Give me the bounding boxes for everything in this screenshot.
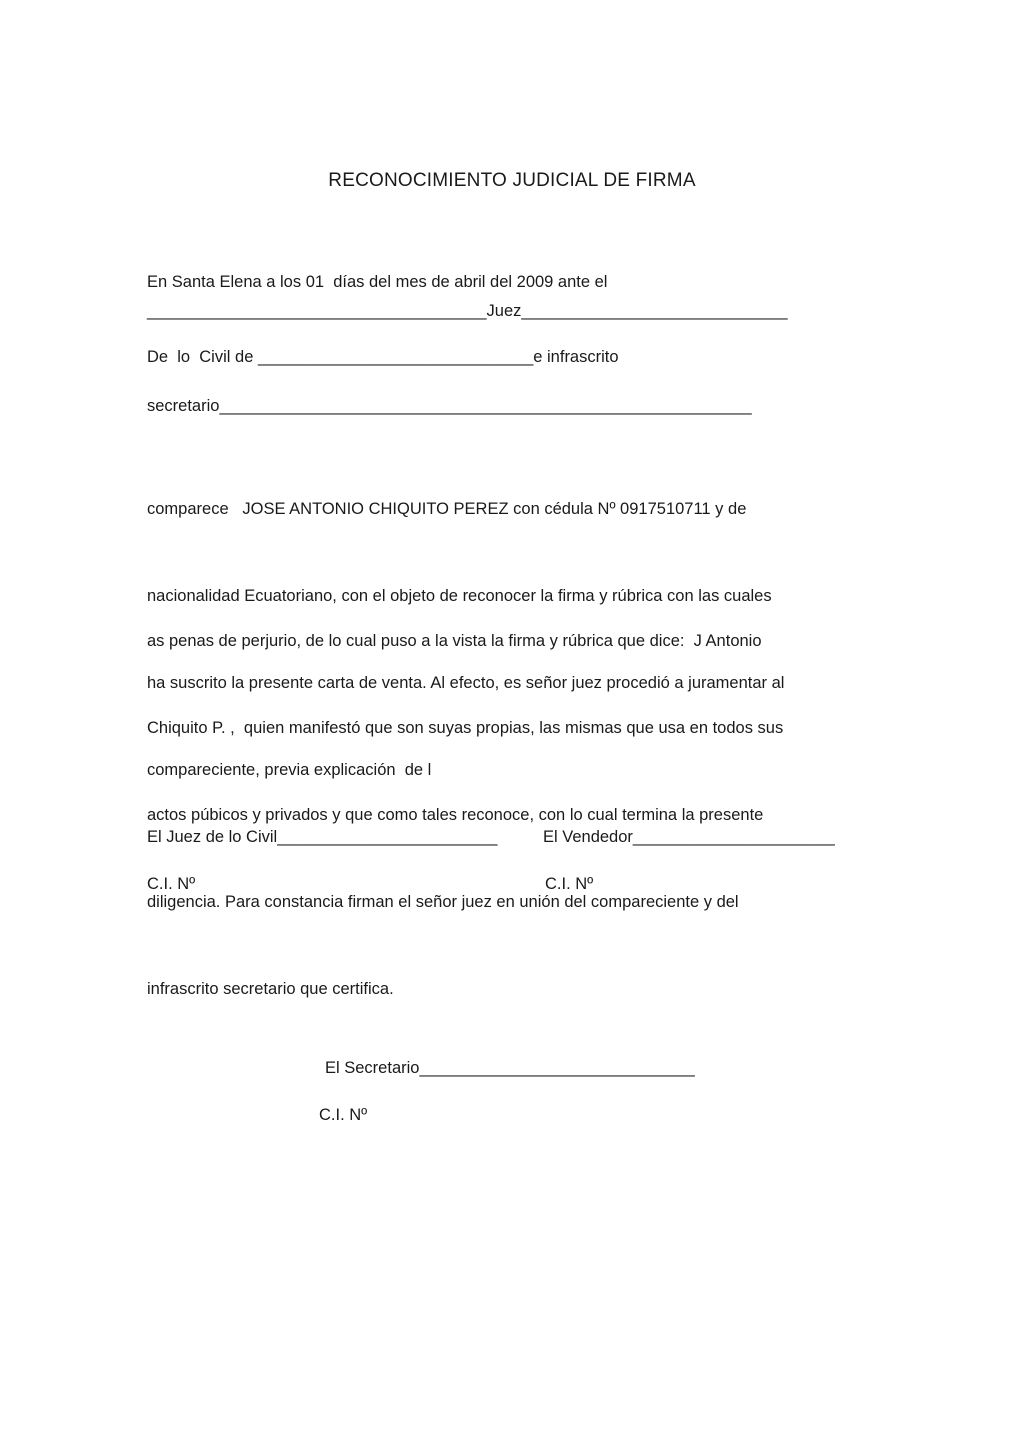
paragraph-2-line: diligencia. Para constancia firman el señor juez en unión del compareciente y del bbox=[147, 893, 739, 911]
juez-signature-line: El Juez de lo Civil________________________ bbox=[147, 828, 498, 846]
vendedor-signature-line: El Vendedor______________________ bbox=[543, 828, 835, 846]
juez-ci-label: C.I. Nº bbox=[147, 875, 196, 893]
paragraph-2-line: as penas de perjurio, de lo cual puso a la vista la firma y rúbrica que dice: J Antonio bbox=[147, 632, 762, 650]
paragraph-2 bbox=[147, 569, 887, 1062]
paragraph-1-line: ha suscrito la presente carta de venta. Al efecto, es señor juez procedió a juramentar al bbox=[147, 674, 785, 692]
intro-line-1: En Santa Elena a los 01 días del mes de abril del 2009 ante el bbox=[147, 273, 608, 291]
paragraph-2-line: infrascrito secretario que certifica. bbox=[147, 980, 394, 998]
secretario-line: secretario__________________________________________________________ bbox=[147, 397, 752, 415]
paragraph-1-line: nacionalidad Ecuatoriano, con el objeto de reconocer la firma y rúbrica con las cuales bbox=[147, 587, 772, 605]
vendedor-ci-label: C.I. Nº bbox=[545, 875, 594, 893]
civil-line: De lo Civil de ______________________________e infrascrito bbox=[147, 348, 619, 366]
secretario-ci-label: C.I. Nº bbox=[319, 1106, 368, 1124]
document-title: RECONOCIMIENTO JUDICIAL DE FIRMA bbox=[328, 170, 696, 191]
paragraph-1-line: comparece JOSE ANTONIO CHIQUITO PEREZ con cédula Nº 0917510711 y de bbox=[147, 500, 747, 518]
paragraph-2-line: Chiquito P. , quien manifestó que son suyas propias, las mismas que usa en todos sus bbox=[147, 719, 784, 737]
intro-line-2: _____________________________________Juez_____________________________ bbox=[147, 302, 788, 320]
paragraph-1-line: compareciente, previa explicación de l bbox=[147, 761, 432, 779]
secretario-signature-line: El Secretario______________________________ bbox=[325, 1059, 695, 1077]
paragraph-2-line: actos púbicos y privados y que como tales reconoce, con lo cual termina la presente bbox=[147, 806, 764, 824]
